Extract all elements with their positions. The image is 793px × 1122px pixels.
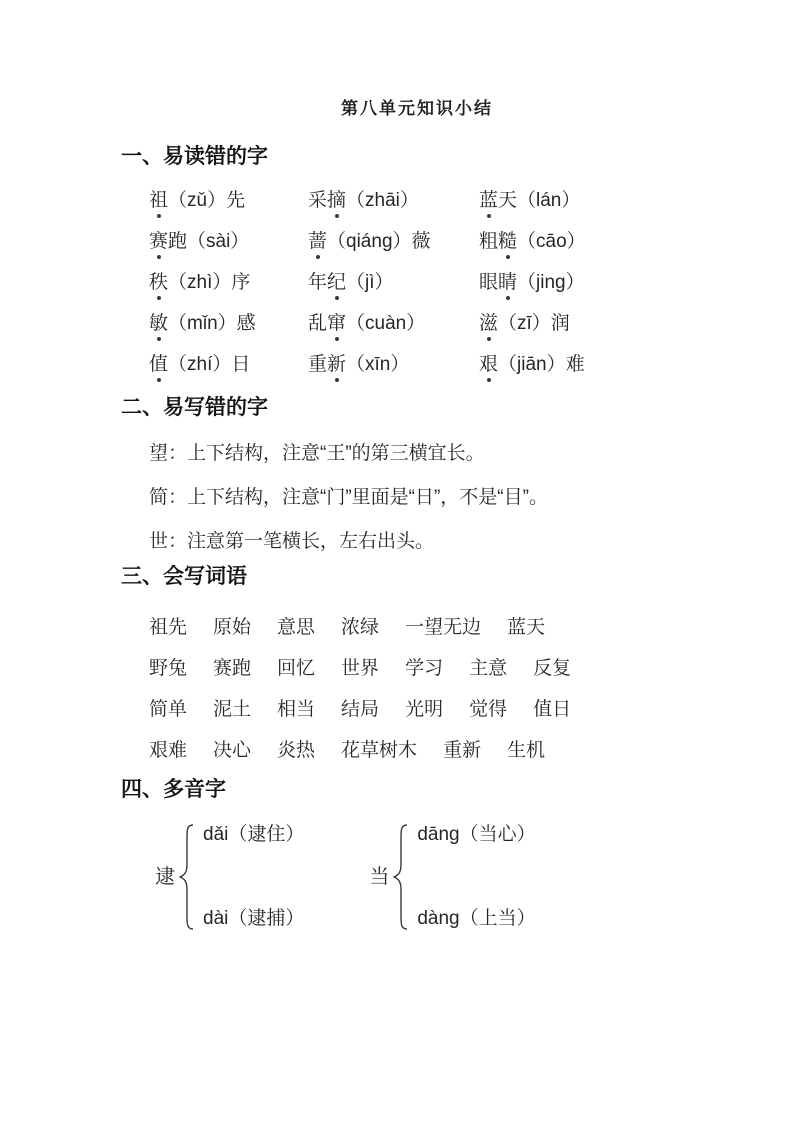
pinyin-entry xyxy=(149,313,308,335)
entry-pre-text: 采 xyxy=(308,190,328,211)
word-item: 回忆 xyxy=(277,658,316,679)
section-words-heading: 三、会写词语 xyxy=(121,565,247,588)
pinyin-entry xyxy=(308,190,479,212)
writing-notes xyxy=(121,443,713,553)
polyphone-reading: dài（逮捕） xyxy=(203,908,305,929)
word-row xyxy=(149,699,713,721)
word-item: 觉得 xyxy=(469,699,508,720)
pinyin-entry xyxy=(479,313,713,335)
entry-pre-text: 乱 xyxy=(308,313,328,334)
dotted-char: 新 xyxy=(327,354,347,375)
entry-post-text: （jiān）难 xyxy=(498,354,585,375)
word-item: 蓝天 xyxy=(507,617,546,638)
word-item: 反复 xyxy=(533,658,572,679)
word-item: 学习 xyxy=(405,658,444,679)
entry-post-text: （zhì）序 xyxy=(168,272,251,293)
entry-post-text: （cāo） xyxy=(517,231,586,252)
word-item: 祖先 xyxy=(149,617,188,638)
polyphone-readings xyxy=(203,824,304,930)
dotted-char: 艰 xyxy=(479,354,499,375)
entry-post-text: （mǐn）感 xyxy=(168,313,256,334)
word-item: 结局 xyxy=(341,699,380,720)
dotted-char: 纪 xyxy=(327,272,347,293)
entry-post-text: （zī）润 xyxy=(498,313,570,334)
word-item: 一望无边 xyxy=(405,617,482,638)
section-miswrite xyxy=(121,396,713,553)
section-polyphones-heading: 四、多音字 xyxy=(121,778,226,801)
word-item: 生机 xyxy=(507,740,546,761)
entry-post-text: （jì） xyxy=(346,272,394,293)
section-miswrite-heading: 二、易写错的字 xyxy=(121,396,268,419)
pinyin-entry xyxy=(308,272,479,294)
word-row xyxy=(149,658,713,680)
polyphone-reading: dàng（上当） xyxy=(417,908,536,929)
polyphone-group-dai xyxy=(155,824,304,930)
word-item: 花草树木 xyxy=(341,740,418,761)
polyphone-readings xyxy=(417,824,535,930)
polyphone-reading: dǎi（逮住） xyxy=(203,824,305,845)
word-item: 野兔 xyxy=(149,658,188,679)
pinyin-entry xyxy=(149,354,308,376)
entry-post-text: （zhāi） xyxy=(346,190,419,211)
dotted-char: 值 xyxy=(149,354,169,375)
entry-post-text: 跑（sài） xyxy=(168,231,250,252)
entry-post-text: 天（lán） xyxy=(498,190,581,211)
dotted-char: 秩 xyxy=(149,272,169,293)
pinyin-entry xyxy=(149,272,308,294)
section-polyphones xyxy=(121,778,713,930)
dotted-char: 窜 xyxy=(327,313,347,334)
word-item: 泥土 xyxy=(213,699,252,720)
word-item: 光明 xyxy=(405,699,444,720)
dotted-char: 蔷 xyxy=(308,231,328,252)
pinyin-entry xyxy=(308,313,479,335)
entry-pre-text: 眼 xyxy=(479,272,499,293)
dotted-char: 祖 xyxy=(149,190,169,211)
word-item: 炎热 xyxy=(277,740,316,761)
word-item: 主意 xyxy=(469,658,508,679)
dotted-char: 摘 xyxy=(327,190,347,211)
word-row xyxy=(149,740,713,762)
polyphone-char: 逮 xyxy=(155,866,175,888)
curly-brace-icon xyxy=(393,824,409,930)
entry-post-text: （cuàn） xyxy=(346,313,426,334)
word-item: 赛跑 xyxy=(213,658,252,679)
section-misread xyxy=(121,145,713,376)
writing-note: 世：注意第一笔横长，左右出头。 xyxy=(149,531,435,552)
word-list xyxy=(149,617,713,762)
dotted-char: 敏 xyxy=(149,313,169,334)
dotted-char: 滋 xyxy=(479,313,499,334)
entry-pre-text: 重 xyxy=(308,354,328,375)
word-item: 世界 xyxy=(341,658,380,679)
pinyin-entry xyxy=(479,272,713,294)
pinyin-entry xyxy=(308,231,479,253)
word-item: 简单 xyxy=(149,699,188,720)
entry-post-text: （zǔ）先 xyxy=(168,190,246,211)
entry-post-text: （zhí）日 xyxy=(168,354,251,375)
polyphone-char: 当 xyxy=(369,866,390,888)
pinyin-entry xyxy=(149,231,308,253)
dotted-char: 蓝 xyxy=(479,190,499,211)
word-row xyxy=(149,617,713,639)
word-item: 原始 xyxy=(213,617,252,638)
word-item: 决心 xyxy=(213,740,252,761)
page-title: 第八单元知识小结 xyxy=(341,99,493,118)
section-words xyxy=(121,565,713,762)
entry-post-text: （xīn） xyxy=(346,354,410,375)
entry-pre-text: 年 xyxy=(308,272,328,293)
polyphone-reading: dāng（当心） xyxy=(417,824,536,845)
pinyin-entry xyxy=(149,190,308,212)
polyphone-group-dang xyxy=(369,824,535,930)
dotted-char: 赛 xyxy=(149,231,169,252)
entry-pre-text: 粗 xyxy=(479,231,499,252)
dotted-char: 睛 xyxy=(498,272,518,293)
pinyin-entry xyxy=(479,231,713,253)
polyphone-row xyxy=(155,824,713,930)
word-item: 浓绿 xyxy=(341,617,380,638)
curly-brace-icon xyxy=(179,824,195,930)
word-item: 重新 xyxy=(443,740,482,761)
writing-note: 简：上下结构，注意“门”里面是“日”，不是“目”。 xyxy=(149,487,548,508)
entry-post-text: （jing） xyxy=(517,272,585,293)
word-item: 意思 xyxy=(277,617,316,638)
entry-post-text: （qiáng）薇 xyxy=(327,231,431,252)
writing-note: 望：上下结构，注意“王”的第三横宜长。 xyxy=(149,443,485,464)
pinyin-entry xyxy=(308,354,479,376)
pinyin-entry-grid xyxy=(149,190,713,376)
dotted-char: 糙 xyxy=(498,231,518,252)
section-misread-heading: 一、易读错的字 xyxy=(121,145,268,168)
pinyin-entry xyxy=(479,190,713,212)
word-item: 艰难 xyxy=(149,740,188,761)
word-item: 值日 xyxy=(533,699,572,720)
pinyin-entry xyxy=(479,354,713,376)
word-item: 相当 xyxy=(277,699,316,720)
